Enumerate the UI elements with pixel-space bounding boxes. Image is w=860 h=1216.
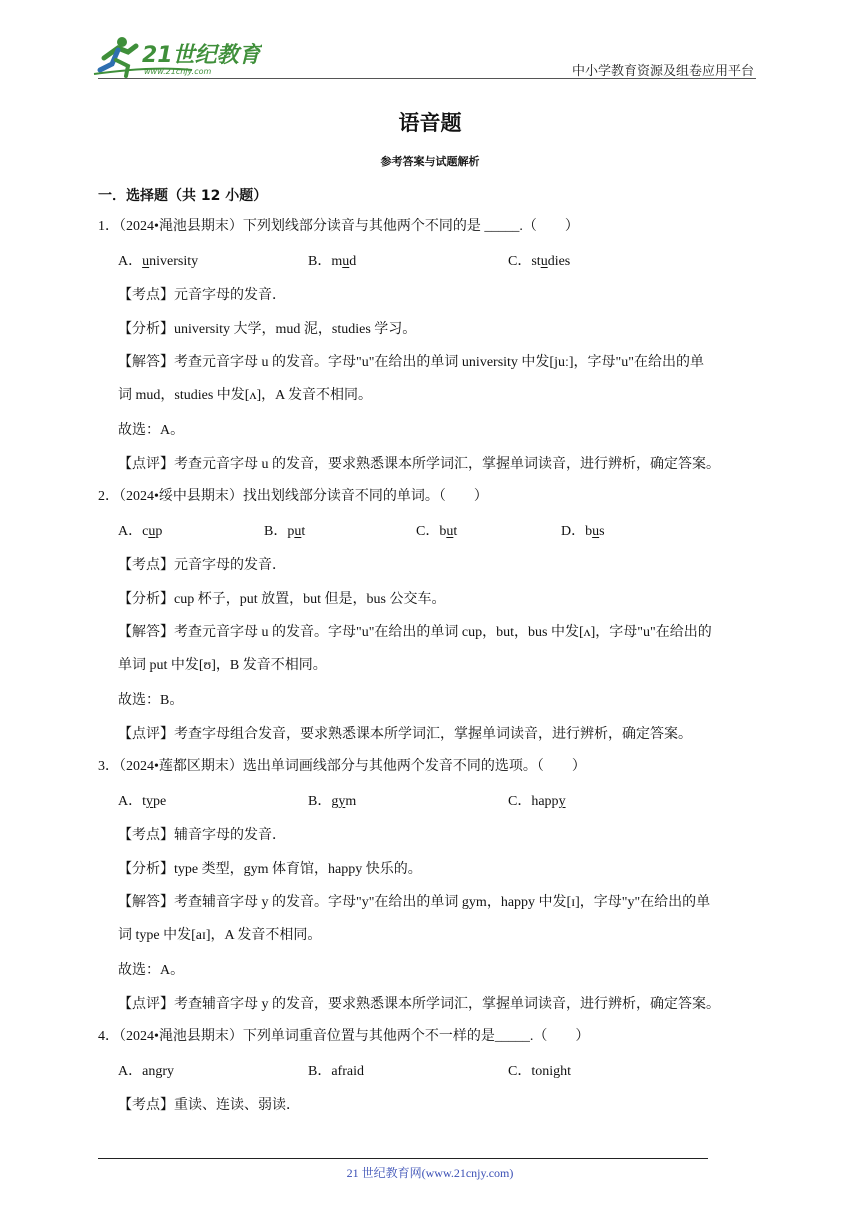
page-title: 语音题 xyxy=(398,111,462,135)
dianping: 【点评】考查元音字母 u 的发音，要求熟悉课本所学词汇，掌握单词读音，进行辨析，确定答案。 xyxy=(118,457,720,472)
dianping: 【点评】考查字母组合发音，要求熟悉课本所学词汇，掌握单词读音，进行辨析，确定答案。 xyxy=(118,727,692,742)
option-b: B．mud xyxy=(308,254,357,269)
section-heading: 一．选择题（共 12 小题） xyxy=(98,188,268,204)
option-a: A．university xyxy=(118,254,199,269)
question-stem: 4．（2024•渑池县期末）下列单词重音位置与其他两个不一样的是_____.（ ） xyxy=(98,1029,590,1044)
option-a: A．angry xyxy=(118,1064,175,1079)
kaodian: 【考点】元音字母的发音． xyxy=(118,558,286,573)
runner-logo-icon xyxy=(92,34,262,78)
site-logo xyxy=(92,34,262,78)
header-divider xyxy=(98,78,756,79)
jieda-line: 词 type 中发[aɪ]，A 发音不相同。 xyxy=(118,928,322,943)
answer: 故选：A。 xyxy=(118,963,185,978)
jieda-line: 【解答】考查元音字母 u 的发音。字母"u"在给出的单词 cup，but，bus 中发[ʌ]，字母"u"在给出的 xyxy=(118,625,712,640)
option-a: A．cup xyxy=(118,524,163,539)
footer-divider xyxy=(98,1158,708,1159)
question-stem: 1．（2024•渑池县期末）下列划线部分读音与其他两个不同的是 _____.（ ） xyxy=(98,219,579,234)
option-b: B．gym xyxy=(308,794,357,809)
option-c: C．happy xyxy=(508,794,566,809)
fenxi: 【分析】university 大学，mud 泥，studies 学习。 xyxy=(118,322,417,337)
option-c: C．but xyxy=(416,524,458,539)
logo-url: www.21cnjy.com xyxy=(144,67,212,76)
option-c: C．studies xyxy=(508,254,571,269)
page-subtitle: 参考答案与试题解析 xyxy=(380,155,480,168)
kaodian: 【考点】元音字母的发音． xyxy=(118,288,286,303)
option-b: B．put xyxy=(264,524,306,539)
jieda-line: 【解答】考查辅音字母 y 的发音。字母"y"在给出的单词 gym，happy 中发[ɪ]，字母"y"在给出的单 xyxy=(118,895,711,910)
option-c: C．tonight xyxy=(508,1064,572,1079)
option-d: D．bus xyxy=(561,524,605,539)
fenxi: 【分析】type 类型，gym 体育馆，happy 快乐的。 xyxy=(118,862,422,877)
option-a: A．type xyxy=(118,794,167,809)
fenxi: 【分析】cup 杯子，put 放置，but 但是，bus 公交车。 xyxy=(118,592,446,607)
kaodian: 【考点】重读、连读、弱读． xyxy=(118,1098,300,1113)
dianping: 【点评】考查辅音字母 y 的发音，要求熟悉课本所学词汇，掌握单词读音，进行辨析，确定答案。 xyxy=(118,997,720,1012)
answer: 故选：A。 xyxy=(118,423,185,438)
platform-name: 中小学教育资源及组卷应用平台 xyxy=(571,64,754,79)
footer-link[interactable]: 21 世纪教育网(www.21cnjy.com) xyxy=(346,1166,514,1180)
question-stem: 3．（2024•莲都区期末）选出单词画线部分与其他两个发音不同的选项。（ ） xyxy=(98,759,586,774)
logo-text: 21世纪教育 xyxy=(142,43,261,68)
jieda-line: 词 mud，studies 中发[ʌ]，A 发音不相同。 xyxy=(118,388,372,403)
jieda-line: 【解答】考查元音字母 u 的发音。字母"u"在给出的单词 university 中发[juː]，字母"u"在给出的单 xyxy=(118,355,704,370)
kaodian: 【考点】辅音字母的发音． xyxy=(118,828,286,843)
jieda-line: 单词 put 中发[ʊ]，B 发音不相同。 xyxy=(118,658,327,673)
question-stem: 2．（2024•绥中县期末）找出划线部分读音不同的单词。（ ） xyxy=(98,489,488,504)
answer: 故选：B。 xyxy=(118,693,184,708)
option-b: B．afraid xyxy=(308,1064,364,1079)
